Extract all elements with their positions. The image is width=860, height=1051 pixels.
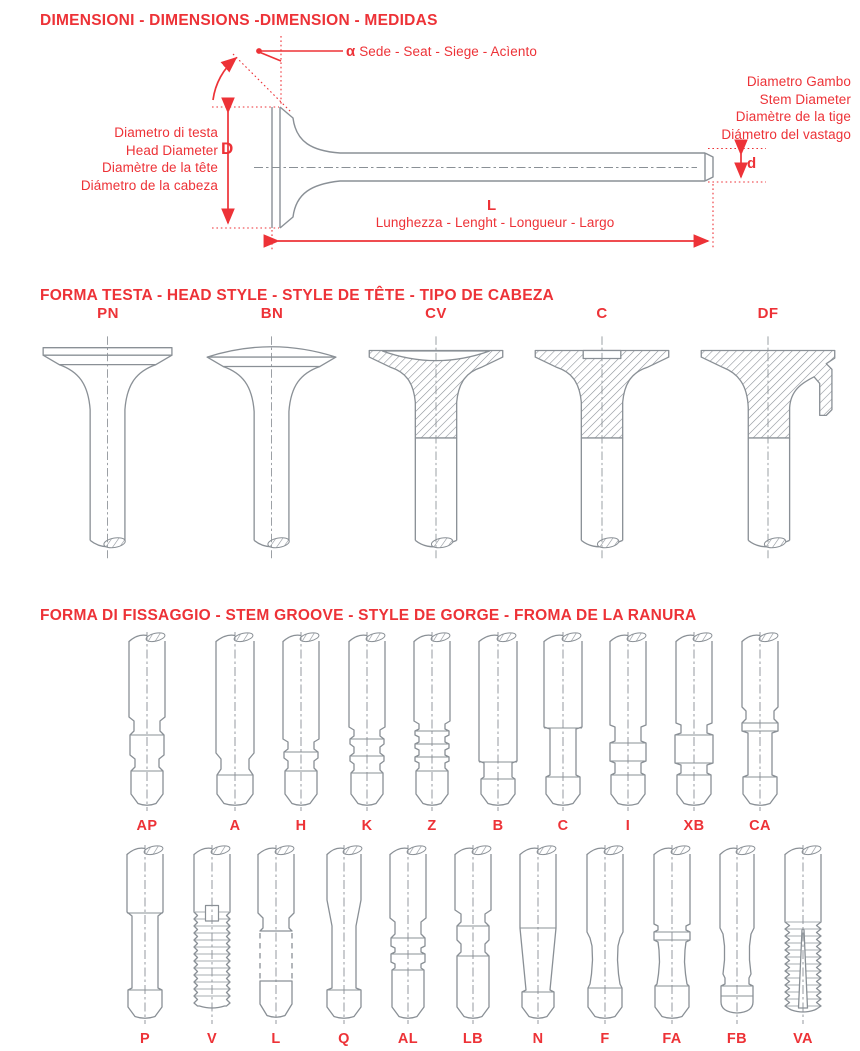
figure-label-DF: DF xyxy=(757,305,779,322)
stem-groove-figure-L xyxy=(244,842,308,1047)
head-style-figure-PN xyxy=(28,305,188,562)
figure-label-FB: FB xyxy=(726,1031,748,1047)
head-style-drawing-C xyxy=(522,327,682,562)
stem-groove-figure-A xyxy=(203,629,267,834)
stem-groove-figure-AP xyxy=(115,629,179,834)
figure-label-AP: AP xyxy=(136,818,158,834)
stem-groove-drawing-B xyxy=(466,629,530,815)
stem-groove-figure-XB xyxy=(662,629,726,834)
stem-groove-figure-F xyxy=(573,842,637,1047)
stem-groove-drawing-C xyxy=(531,629,595,815)
stem-groove-figure-B xyxy=(466,629,530,834)
stem-groove-figure-I xyxy=(596,629,660,834)
head-style-section-title: FORMA TESTA - HEAD STYLE - STYLE DE TÊTE - TIPO DE CABEZA xyxy=(40,287,554,304)
stem-groove-drawing-Z xyxy=(400,629,464,815)
figure-label-F: F xyxy=(600,1031,610,1047)
alpha-symbol: α xyxy=(346,43,356,60)
stem-groove-drawing-N xyxy=(506,842,570,1028)
figure-label-C: C xyxy=(596,305,608,322)
stem-groove-drawing-H xyxy=(269,629,333,815)
figure-label-LB: LB xyxy=(462,1031,484,1047)
stem-groove-figure-LB xyxy=(441,842,505,1047)
stem-groove-figure-FB xyxy=(705,842,769,1047)
stem-groove-drawing-V xyxy=(180,842,244,1028)
stem-groove-figure-H xyxy=(269,629,333,834)
stem-groove-drawing-CA xyxy=(728,629,792,815)
head-style-drawing-CV xyxy=(356,327,516,562)
figure-label-L: L xyxy=(271,1031,281,1047)
figure-label-VA: VA xyxy=(793,1031,813,1047)
dimensions-section-title: DIMENSIONI - DIMENSIONS -DIMENSION - MEDIDAS xyxy=(40,12,438,29)
stem-groove-drawing-FA xyxy=(640,842,704,1028)
stem-groove-figure-AL xyxy=(376,842,440,1047)
stem-groove-drawing-XB xyxy=(662,629,726,815)
stem-groove-drawing-VA xyxy=(771,842,835,1028)
stem-groove-figure-P xyxy=(113,842,177,1047)
stem-groove-figure-V xyxy=(180,842,244,1047)
stem-groove-figure-Z xyxy=(400,629,464,834)
stem-groove-drawing-A xyxy=(203,629,267,815)
figure-label-H: H xyxy=(295,818,307,834)
head-style-figure-DF xyxy=(688,305,848,562)
figure-label-PN: PN xyxy=(97,305,119,322)
figure-label-V: V xyxy=(206,1031,218,1047)
head-style-figure-CV xyxy=(356,305,516,562)
stem-groove-figure-VA xyxy=(771,842,835,1047)
stem-groove-drawing-AL xyxy=(376,842,440,1028)
d-symbol: d xyxy=(747,155,757,172)
seat-angle-text: Sede - Seat - Siege - Acìento xyxy=(359,44,537,59)
stem-groove-drawing-P xyxy=(113,842,177,1028)
head-style-drawing-BN xyxy=(192,327,352,562)
figure-label-Q: Q xyxy=(338,1031,350,1047)
L-symbol: L xyxy=(487,197,497,214)
head-style-drawing-PN xyxy=(28,327,188,562)
length-label: Lunghezza - Lenght - Longueur - Largo xyxy=(375,215,615,230)
figure-label-AL: AL xyxy=(397,1031,419,1047)
figure-label-I: I xyxy=(625,818,631,834)
stem-groove-drawing-LB xyxy=(441,842,505,1028)
figure-label-CV: CV xyxy=(425,305,447,322)
stem-groove-figure-FA xyxy=(640,842,704,1047)
stem-groove-figure-Q xyxy=(312,842,376,1047)
stem-groove-drawing-F xyxy=(573,842,637,1028)
head-style-figure-C xyxy=(522,305,682,562)
stem-groove-drawing-FB xyxy=(705,842,769,1028)
D-symbol: D xyxy=(221,139,234,158)
stem-groove-figure-K xyxy=(335,629,399,834)
stem-groove-drawing-L xyxy=(244,842,308,1028)
figure-label-XB: XB xyxy=(683,818,705,834)
figure-label-BN: BN xyxy=(260,305,284,322)
figure-label-C: C xyxy=(557,818,569,834)
stem-groove-drawing-Q xyxy=(312,842,376,1028)
stem-groove-drawing-AP xyxy=(115,629,179,815)
head-diameter-label: Diametro di testa Head Diameter Diamètre de la tête Diámetro de la cabeza xyxy=(80,125,218,193)
figure-label-K: K xyxy=(361,818,373,834)
stem-groove-drawing-K xyxy=(335,629,399,815)
stem-groove-figure-N xyxy=(506,842,570,1047)
seat-angle-label xyxy=(346,43,537,61)
leader-dot xyxy=(256,48,262,54)
figure-label-B: B xyxy=(492,818,504,834)
figure-label-A: A xyxy=(229,818,241,834)
figure-label-N: N xyxy=(532,1031,544,1047)
head-style-drawing-DF xyxy=(688,327,848,562)
head-style-figure-BN xyxy=(192,305,352,562)
stem-groove-figure-C xyxy=(531,629,595,834)
figure-label-CA: CA xyxy=(749,818,771,834)
figure-label-Z: Z xyxy=(427,818,437,834)
stem-diameter-label: Diametro Gambo Stem Diameter Diamètre de la tige Diámetro del vastago xyxy=(721,74,851,142)
stem-groove-drawing-I xyxy=(596,629,660,815)
figure-label-FA: FA xyxy=(662,1031,682,1047)
figure-label-P: P xyxy=(139,1031,151,1047)
stem-groove-section-title: FORMA DI FISSAGGIO - STEM GROOVE - STYLE DE GORGE - FROMA DE LA RANURA xyxy=(40,607,697,624)
stem-groove-figure-CA xyxy=(728,629,792,834)
